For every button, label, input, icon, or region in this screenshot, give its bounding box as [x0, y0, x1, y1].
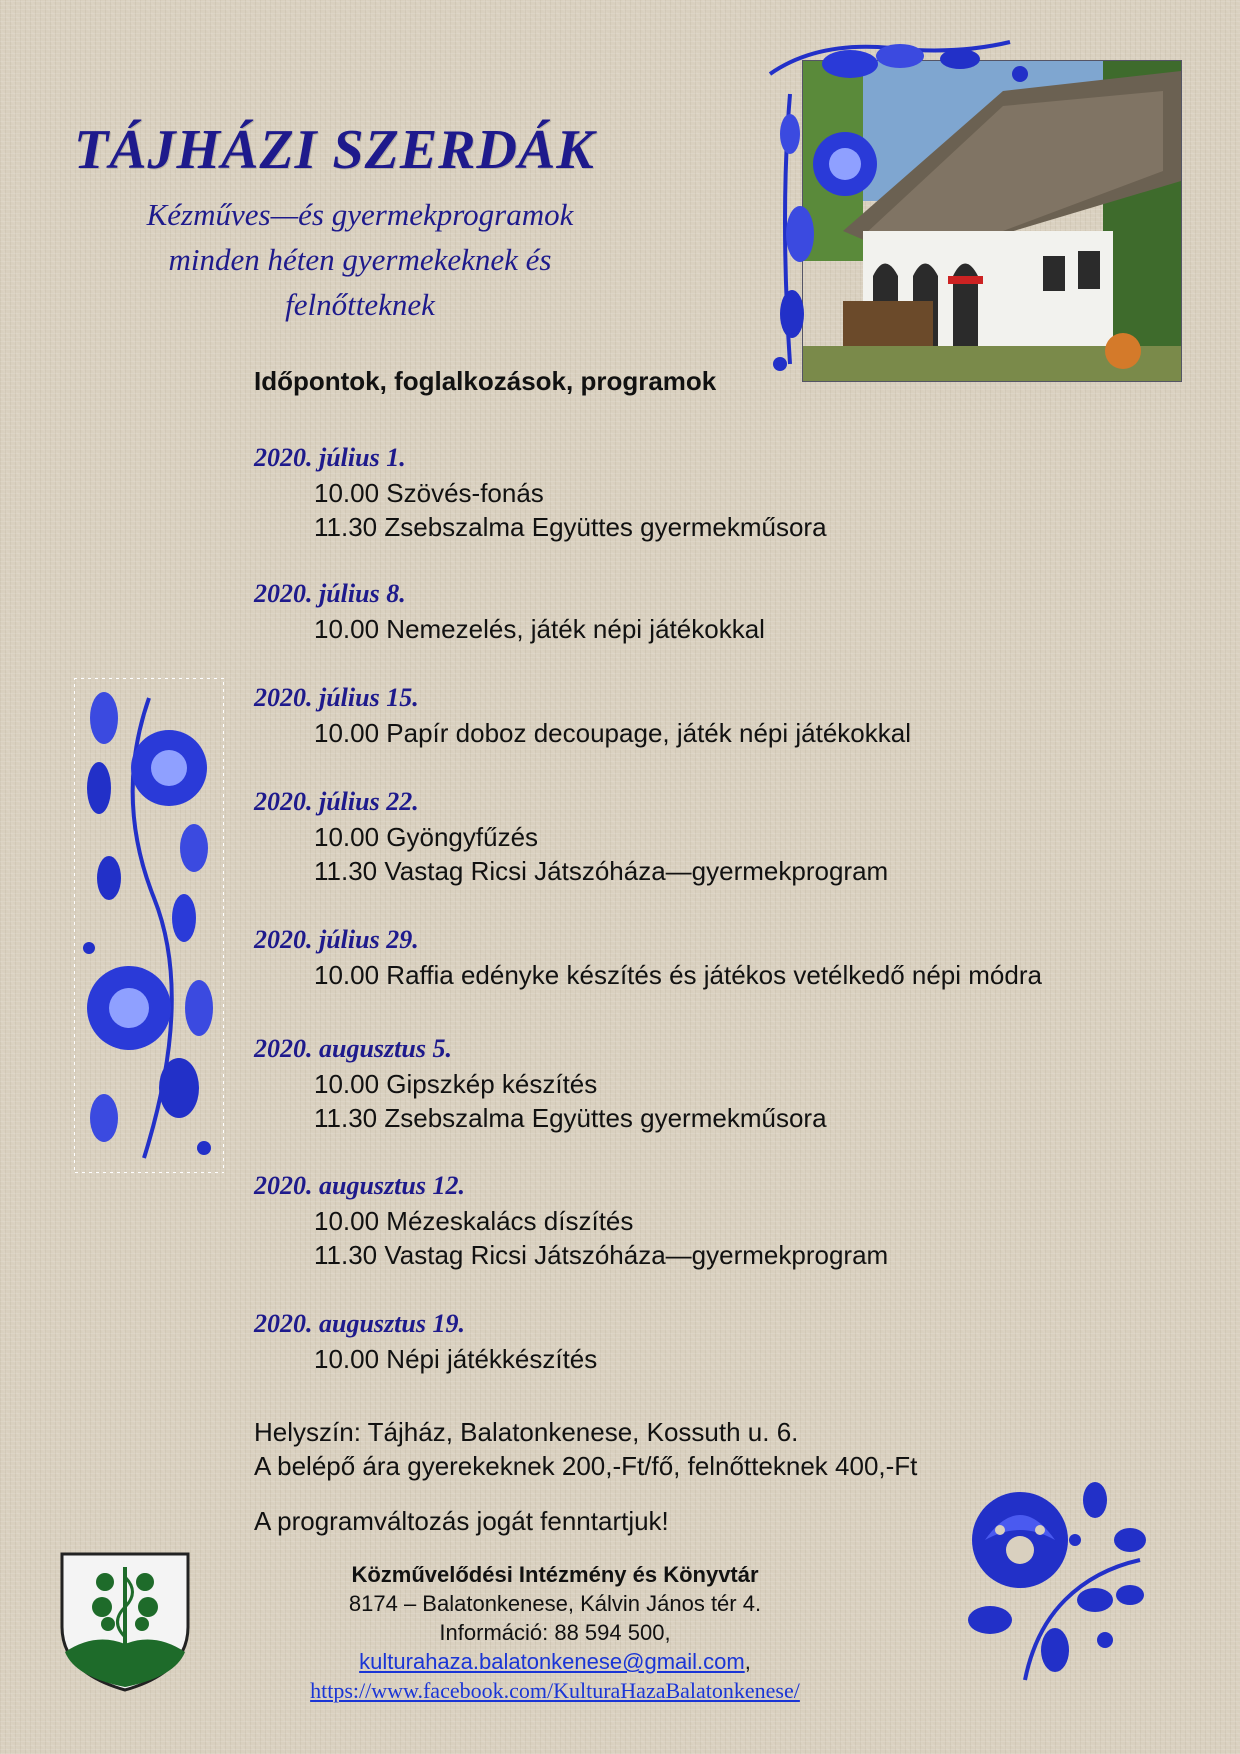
email-suffix: ,	[744, 1649, 751, 1674]
event-date: 2020. július 8.	[254, 579, 406, 608]
folk-ornament-left-icon	[74, 678, 224, 1173]
event-item: 10.00 Népi játékkészítés	[314, 1344, 598, 1374]
poster-title: TÁJHÁZI SZERDÁK	[74, 119, 595, 181]
org-address: 8174 – Balatonkenese, Kálvin János tér 4.	[348, 1591, 762, 1616]
event-item: 10.00 Gyöngyfűzés	[314, 822, 539, 852]
event-date: 2020. július 29.	[254, 925, 419, 954]
event-item: 10.00 Mézeskalács díszítés	[314, 1206, 634, 1236]
event-item: 10.00 Raffia edényke készítés és játékos vetélkedő népi módra	[314, 960, 1042, 990]
org-phone: Információ: 88 594 500,	[439, 1620, 671, 1645]
event-block	[254, 922, 1154, 992]
subtitle-line: felnőtteknek	[285, 287, 435, 322]
poster-subtitle	[60, 192, 660, 327]
event-item: 11.30 Zsebszalma Együttes gyermekműsora	[314, 1103, 827, 1133]
house-photo-frame	[760, 34, 1185, 389]
event-date: 2020. július 15.	[254, 683, 419, 712]
event-item: 11.30 Vastag Ricsi Játszóháza—gyermekprogram	[314, 1240, 889, 1270]
org-name: Közművelődési Intézmény és Könyvtár	[351, 1562, 759, 1587]
event-item: 11.30 Zsebszalma Együttes gyermekműsora	[314, 512, 827, 542]
event-block	[254, 1031, 1154, 1135]
event-date: 2020. augusztus 19.	[254, 1309, 465, 1338]
price-text: A belépő ára gyerekeknek 200,-Ft/fő, felnőtteknek 400,-Ft	[254, 1451, 918, 1481]
subtitle-line: minden héten gyermekeknek és	[168, 242, 552, 277]
event-date: 2020. augusztus 5.	[254, 1034, 452, 1063]
folk-ornament-frame-icon	[760, 34, 1060, 389]
event-item: 11.30 Vastag Ricsi Játszóháza—gyermekprogram	[314, 856, 889, 886]
subtitle-line: Kézműves—és gyermekprogramok	[146, 197, 574, 232]
event-item: 10.00 Szövés-fonás	[314, 478, 544, 508]
folk-flower-icon	[955, 1480, 1155, 1690]
event-item: 10.00 Gipszkép készítés	[314, 1069, 598, 1099]
email-line	[240, 1647, 870, 1676]
facebook-link[interactable]: https://www.facebook.com/KulturaHazaBalatonkenese/	[310, 1678, 800, 1703]
disclaimer-text: A programváltozás jogát fenntartjuk!	[254, 1506, 669, 1536]
location-text: Helyszín: Tájház, Balatonkenese, Kossuth u. 6.	[254, 1417, 799, 1447]
event-block	[254, 1168, 1154, 1272]
event-block	[254, 784, 1154, 888]
event-date: 2020. augusztus 12.	[254, 1171, 465, 1200]
section-heading: Időpontok, foglalkozások, programok	[254, 366, 717, 396]
event-item: 10.00 Papír doboz decoupage, játék népi játékokkal	[314, 718, 911, 748]
event-date: 2020. július 1.	[254, 443, 406, 472]
coat-of-arms-icon	[60, 1552, 190, 1692]
event-block	[254, 440, 1154, 544]
footer	[240, 1560, 870, 1705]
event-item: 10.00 Nemezelés, játék népi játékokkal	[314, 614, 765, 644]
event-block	[254, 576, 1154, 646]
event-block	[254, 680, 1154, 750]
event-date: 2020. július 22.	[254, 787, 419, 816]
email-link[interactable]: kulturahaza.balatonkenese@gmail.com	[359, 1649, 745, 1674]
event-block	[254, 1306, 1154, 1376]
